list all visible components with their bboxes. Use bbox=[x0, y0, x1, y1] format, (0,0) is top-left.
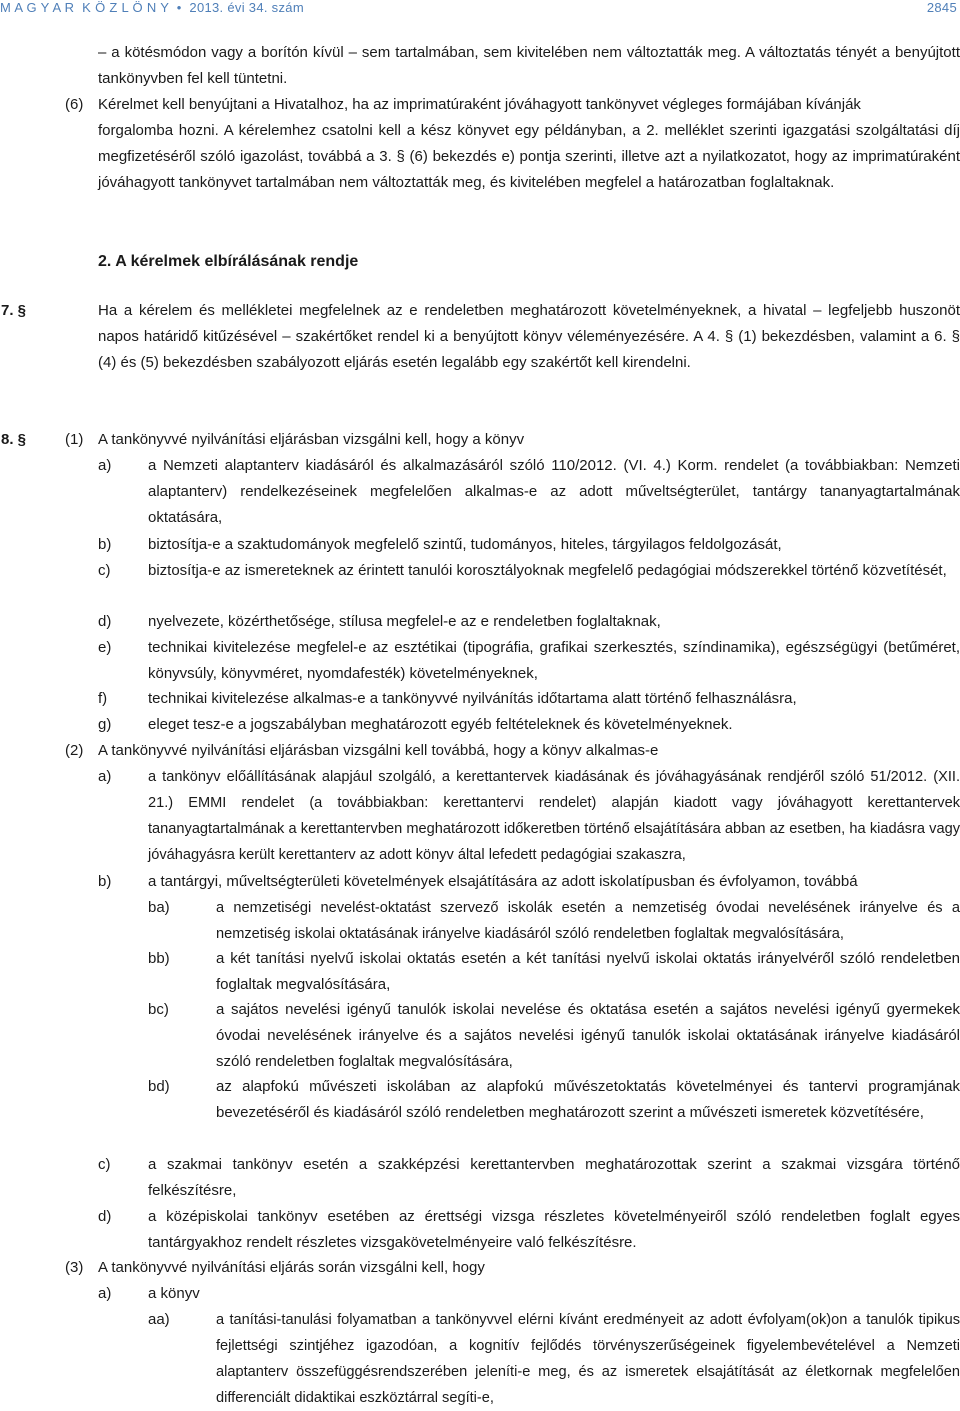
running-header bbox=[0, 0, 960, 16]
p2-item-b-label: b) bbox=[98, 873, 112, 890]
paragraph-1-label: (1) bbox=[65, 431, 84, 448]
item-a-label: a) bbox=[98, 457, 112, 474]
item-d-text: nyelvezete, közérthetősége, stílusa megfelel-e az e rendeletben foglaltaknak, bbox=[148, 613, 661, 630]
paragraph-6-line1: Kérelmet kell benyújtani a Hivatalhoz, ha az imprimatúraként jóváhagyott tankönyvet végleges formájában kívánják bbox=[98, 96, 861, 113]
p2-item-b-text: a tantárgyi, műveltségterületi követelmények elsajátítására az adott iskolatípusban és évfolyamon, továbbá bbox=[148, 873, 858, 890]
p2-subitem-bc-label: bc) bbox=[148, 1001, 169, 1018]
item-f-text: technikai kivitelezése alkalmas-e a tankönyvvé nyilvánítás időtartama alatt történő felhasználásra, bbox=[148, 690, 797, 707]
p2-item-d-text: a középiskolai tankönyv esetében az érettségi vizsga részletes követelményeiről szóló rendeletben foglalt egyes tantárgyakhoz rendelt részletes vizsgakövetelményeire való felkészítésre. bbox=[148, 1208, 960, 1251]
item-g-label: g) bbox=[98, 716, 112, 733]
item-a-text: a Nemzeti alaptanterv kiadásáról és alkalmazásáról szóló 110/2012. (VI. 4.) Korm. rendelet (a továbbiakban: Nemzeti alaptanterv) rendelkezéseinek megfelelően alkalmas-e az adott műveltségterület, tantárgy tananyagtartalmának oktatására, bbox=[148, 457, 960, 526]
p3-subitem-aa-text: a tanítási-tanulási folyamatban a tankönyvvel elérni kívánt eredményeit az adott évfolyam(ok)on a tanulók tipikus fejlettségi szintjéhez igazodóan, a kognitív fejlődés törvényszerűségeinek figyelembevételével a Nemzeti alaptanterv összefüggésrendszerében jeleníti-e meg, és az ismeretek elsajátítását az életkornak megfelelően differenciált didaktikai eszköztárral segíti-e, bbox=[216, 1312, 960, 1406]
paragraph-3-text: A tankönyvvé nyilvánítási eljárás során vizsgálni kell, hogy bbox=[98, 1259, 485, 1276]
p2-subitem-ba-label: ba) bbox=[148, 899, 170, 916]
p2-item-c-label: c) bbox=[98, 1156, 111, 1173]
p2-subitem-bb-text: a két tanítási nyelvű iskolai oktatás esetén a két tanítási nyelvű iskolai oktatás irányelvéről szóló rendeletben foglaltak megvalósítására, bbox=[216, 950, 960, 993]
section-8-label: 8. § bbox=[1, 431, 27, 448]
item-b-label: b) bbox=[98, 536, 112, 553]
p3-item-a-label: a) bbox=[98, 1285, 112, 1302]
paragraph-6-text: forgalomba hozni. A kérelemhez csatolni kell a kész könyvet egy példányban, a 2. melléklet szerinti igazgatási szolgáltatási díj megfizetéséről szóló igazolást, továbbá a 3. § (6) bekezdés e) pontja szerinti, illetve azt a nyilatkozatot, hogy az imprimatúraként jóváhagyott tankönyvet tartalmában nem változtatták meg, és kivitelében megfelel a határozatban foglaltaknak. bbox=[98, 122, 960, 191]
section-7-label: 7. § bbox=[1, 302, 27, 319]
page-number: 2845 bbox=[926, 0, 957, 15]
p2-item-d-label: d) bbox=[98, 1208, 112, 1225]
p2-item-c-text: a szakmai tankönyv esetén a szakképzési kerettantervben meghatározottak szerint a szakmai vizsgára történő felkészítésre, bbox=[148, 1156, 960, 1199]
item-d-label: d) bbox=[98, 613, 112, 630]
dash-item: – a kötésmódon vagy a borítón kívül – sem tartalmában, sem kivitelében nem változtatták meg. A változtatás tényét a benyújtott tankönyvben fel kell tüntetni. bbox=[98, 44, 960, 87]
p2-subitem-ba-text: a nemzetiségi nevelést-oktatást szervező iskolák esetén a nemzetiség óvodai nevelésének irányelve és a nemzetiség iskolai oktatásának irányelve kiadásáról szóló rendeletben foglaltak megvalósítására, bbox=[216, 900, 960, 942]
item-g-text: eleget tesz-e a jogszabályban meghatározott egyéb feltételeknek és követelményeknek. bbox=[148, 716, 733, 733]
section-heading: 2. A kérelmek elbírálásának rendje bbox=[98, 253, 359, 270]
item-e-text: technikai kivitelezése megfelel-e az esztétikai (tipográfia, grafikai szerkesztés, színdinamika), egészségügyi (betűméret, könyvsúly, könyvméret, nyomdafesték) követelményeknek, bbox=[148, 639, 960, 682]
p2-item-a-text: a tankönyv előállításának alapjául szolgáló, a kerettantervek kiadásának és jóváhagyásának rendjéről szóló 51/2012. (XII. 21.) EMMI rendelet (a továbbiakban: kerettantervi rendelet) alapján kiadott vagy jóváhagyott kerettantervek tananyagtartalmának a kerettantervben meghatározott időkeretben történő elsajátítására abban az esetben, ha kiadásra vagy jóváhagyásra került kerettanterv az adott könyv által lefedett pedagógiai szakaszra, bbox=[148, 769, 960, 863]
item-b-text: biztosítja-e a szaktudományok megfelelő szintű, tudományos, hiteles, tárgyilagos feldolgozását, bbox=[148, 536, 782, 553]
section-7-text: Ha a kérelem és mellékletei megfelelnek az e rendeletben meghatározott követelményeknek, a hivatal – legfeljebb huszonöt napos határidő kitűzésével – szakértőket rendel ki a benyújtott könyv véleményezésére. A 4. § (1) bekezdésben, valamint a 6. § (4) és (5) bekezdésben szabályozott eljárás esetén legalább egy szakértőt kell kirendelni. bbox=[98, 302, 960, 371]
p2-item-a-label: a) bbox=[98, 768, 112, 785]
paragraph-3-label: (3) bbox=[65, 1259, 84, 1276]
paragraph-1-text: A tankönyvvé nyilvánítási eljárásban vizsgálni kell, hogy a könyv bbox=[98, 431, 525, 448]
item-f-label: f) bbox=[98, 690, 108, 707]
p2-subitem-bd-label: bd) bbox=[148, 1078, 170, 1095]
item-c-label: c) bbox=[98, 562, 111, 579]
paragraph-2-text: A tankönyvvé nyilvánítási eljárásban vizsgálni kell továbbá, hogy a könyv alkalmas-e bbox=[98, 742, 659, 759]
p3-subitem-aa-label: aa) bbox=[148, 1311, 170, 1328]
item-c-text: biztosítja-e az ismereteknek az érintett tanulói korosztályoknak megfelelő pedagógiai módszerekkel történő közvetítését, bbox=[148, 562, 947, 579]
paragraph-6-label: (6) bbox=[65, 96, 84, 113]
item-e-label: e) bbox=[98, 639, 112, 656]
journal-title: M A G Y A R K Ö Z L Ö N Y • 2013. évi 34. szám bbox=[0, 0, 304, 15]
p3-item-a-text: a könyv bbox=[148, 1285, 200, 1302]
p2-subitem-bb-label: bb) bbox=[148, 950, 170, 967]
p2-subitem-bc-text: a sajátos nevelési igényű tanulók iskolai nevelése és oktatása esetén a sajátos nevelési igényű gyermekek óvodai nevelésének irányelve és a sajátos nevelési igényű tanulók iskolai oktatásának irányelve kiadásáról szóló rendeletben foglaltak megvalósítására, bbox=[216, 1001, 960, 1070]
paragraph-2-label: (2) bbox=[65, 742, 84, 759]
p2-subitem-bd-text: az alapfokú művészeti iskolában az alapfokú művészetoktatás követelményei és tantervi programjának bevezetéséről és kiadásáról szóló rendeletben meghatározott szerint a művészeti ismeretek közvetítésére, bbox=[216, 1078, 960, 1121]
